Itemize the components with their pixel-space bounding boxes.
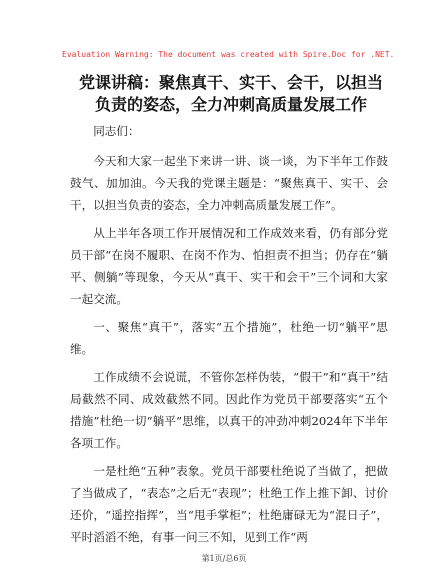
evaluation-warning: Evaluation Warning: The document was created with Spire.Doc for .NET. (62, 50, 395, 59)
body-paragraph: 从上半年各项工作开展情况和工作成效来看，仍有部分党员干部“在岗不履职、在岗不作为、怕担责不担当；仍存在“躺平、侧躺”等现象，今天从“真干、实干和会干”三个词和大家一起交流。 (70, 226, 388, 306)
body-paragraph: 今天和大家一起坐下来讲一讲、谈一谈，为下半年工作鼓鼓气、加加油。今天我的党课主题是：“聚焦真干、实干、会干，以担当负责的姿态，全力冲刺高质量发展工作”。 (70, 154, 388, 212)
body-paragraph: 一是杜绝“五种”表象。党员干部要杜绝说了当做了，把做了当做成了，“表态”之后无“表现”；杜绝工作上推下卸、讨价还价，“遥控指挥”，当“甩手掌柜”；杜绝庸碌无为“混日子”，平时滔滔不绝，有事一问三不知，见到工作“两 (70, 464, 388, 544)
section-heading: 一、聚焦“真干”，落实“五个措施”，杜绝一切“躺平”思维。 (70, 320, 388, 356)
greeting-paragraph: 同志们： (93, 124, 140, 138)
body-paragraph: 工作成绩不会说谎，不管你怎样伪装，“假干”和“真干”结局截然不同、成效截然不同。因此作为党员干部要落实“五个措施”杜绝一切“躺平”思维，以真干的冲劲冲刺2024年下半年各项工作。 (70, 370, 388, 450)
document-body (70, 120, 388, 554)
page-number: 第1页/总6页 (201, 554, 247, 563)
document-title: 党课讲稿：聚焦真干、实干、会干，以担当负责的姿态，全力冲刺高质量发展工作 (78, 73, 383, 114)
